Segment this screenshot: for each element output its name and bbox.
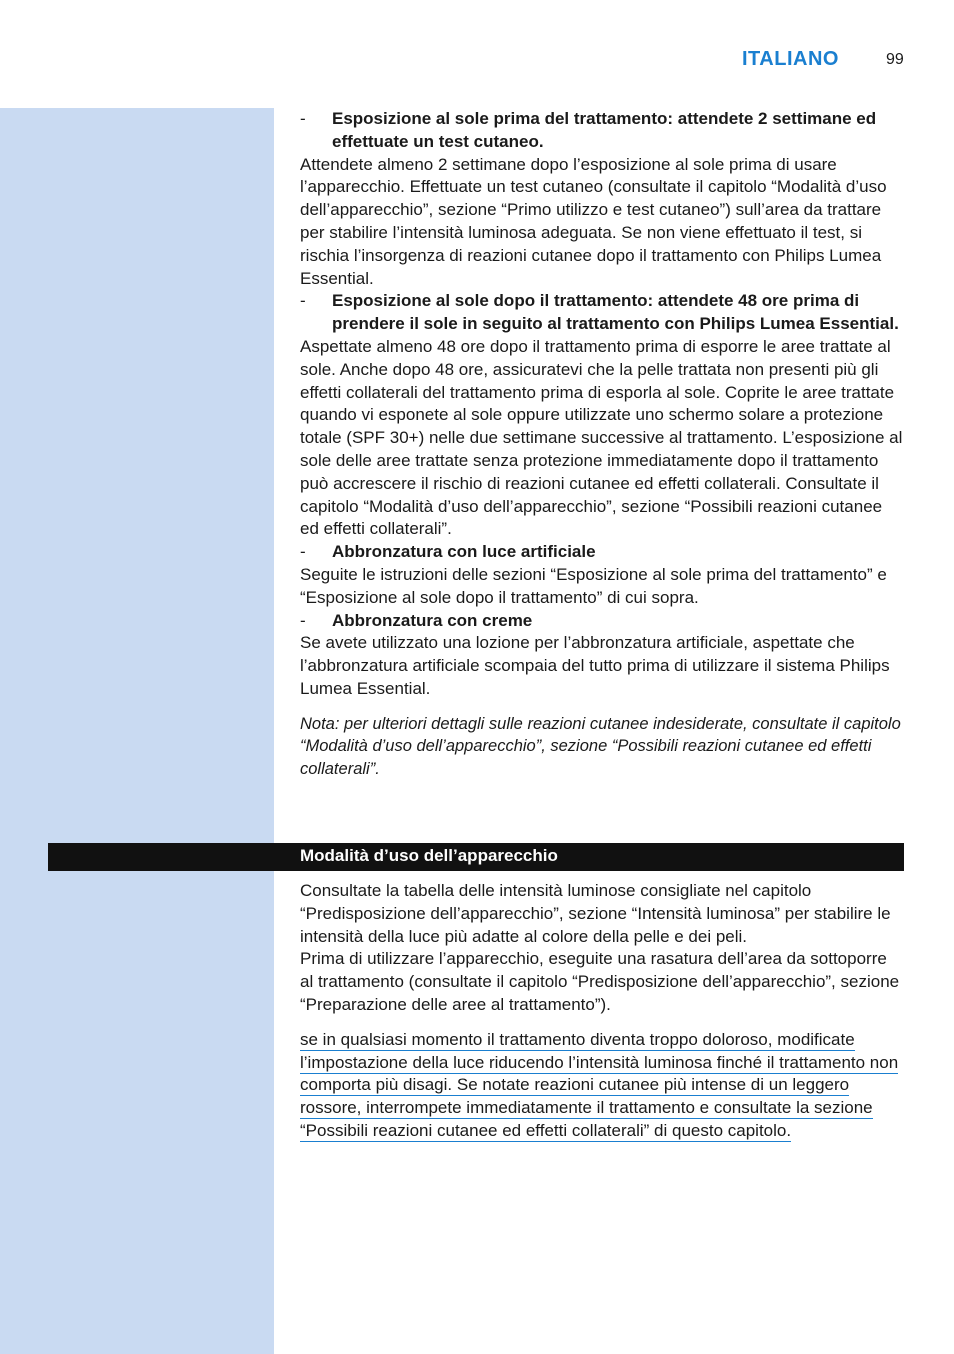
item-title: Abbronzatura con creme xyxy=(332,610,533,630)
list-dash: - xyxy=(300,109,306,128)
item-title: Abbronzatura con luce artificiale xyxy=(332,542,596,562)
left-margin-band xyxy=(0,108,274,1354)
paragraph: Prima di utilizzare l’apparecchio, eseguite una rasatura dell’area da sottoporre al trattamento (consultate il capitolo “Predisposizione dell’apparecchio”, sezione “Preparazione delle aree al trattamento”). xyxy=(300,949,900,1014)
page-number: 99 xyxy=(886,51,904,68)
paragraph: Consultate la tabella delle intensità luminose consigliate nel capitolo “Predisposizione dell’apparecchio”, sezione “Intensità luminosa” per stabilire le intensità della luce più adatte al colore della pelle e dei peli. xyxy=(300,881,891,946)
warning-underlined: se in qualsiasi momento il trattamento diventa troppo doloroso, modificate l’impostazione della luce riducendo l’intensità luminosa finché il trattamento non comporta più disagi. Se notate reazioni cutanee più intense di un leggero rossore, interrompete immediatamente il trattamento e consultate la sezione “Possibili reazioni cutanee ed effetti collaterali” di questo capitolo. xyxy=(300,1029,899,1140)
section-content xyxy=(300,880,904,1143)
list-item-sun-before xyxy=(300,108,904,154)
item-text: Aspettate almeno 48 ore dopo il trattamento prima di esporre le aree trattate al sole. Anche dopo 48 ore, assicuratevi che la pelle trattata non presenti più gli effetti collaterali del trattamento prima di esporla al sole. Coprite le aree trattate quando vi esponete al sole oppure utilizzate uno schermo solare a protezione totale (SPF 30+) nelle due settimane successive al trattamento. L’esposizione al sole delle aree trattate senza protezione immediatamente dopo il trattamento può accrescere il rischio di reazioni cutanee ed effetti collaterali. Consultate il capitolo “Modalità d’uso dell’apparecchio”, sezione “Possibili reazioni cutanee ed effetti collaterali”. xyxy=(300,336,903,539)
warning-text xyxy=(300,1029,904,1143)
section-title: Modalità d’uso dell’apparecchio xyxy=(300,846,558,865)
language-label: ITALIANO xyxy=(742,48,839,70)
item-title: Esposizione al sole dopo il trattamento: attendete 48 ore prima di prendere il sole in seguito al trattamento con Philips Lumea Essential. xyxy=(332,291,899,334)
list-item-cream-tanning xyxy=(300,610,904,633)
list-dash: - xyxy=(300,610,306,630)
item-text: Seguite le istruzioni delle sezioni “Esposizione al sole prima del trattamento” e “Esposizione al sole dopo il trattamento” di cui sopra. xyxy=(300,564,887,607)
list-item-artificial-tanning xyxy=(300,541,904,564)
list-dash: - xyxy=(300,291,306,311)
item-text: Attendete almeno 2 settimane dopo l’esposizione al sole prima di usare l’apparecchio. Effettuate un test cutaneo (consultate il capitolo “Modalità d’uso dell’apparecchio”, sezione “Primo utilizzo e test cutaneo”) sull’area da trattare per stabilire l’intensità luminosa adeguata. Se non viene effettuato il test, si rischia l’insorgenza di reazioni cutanee dopo il trattamento con Philips Lumea Essential. xyxy=(300,154,887,288)
item-title: Esposizione al sole prima del trattamento: attendete 2 settimane ed effettuate un test cutaneo. xyxy=(332,109,877,151)
note-text: Nota: per ulteriori dettagli sulle reazioni cutanee indesiderate, consultate il capitolo “Modalità d’uso dell’apparecchio”, sezione “Possibili reazioni cutanee ed effetti collaterali”. xyxy=(300,714,901,778)
main-content xyxy=(300,108,904,780)
item-text: Se avete utilizzato una lozione per l’abbronzatura artificiale, aspettate che l’abbronzatura artificiale scompaia del tutto prima di utilizzare il sistema Philips Lumea Essential. xyxy=(300,633,890,698)
list-item-sun-after xyxy=(300,290,904,336)
list-dash: - xyxy=(300,542,306,562)
